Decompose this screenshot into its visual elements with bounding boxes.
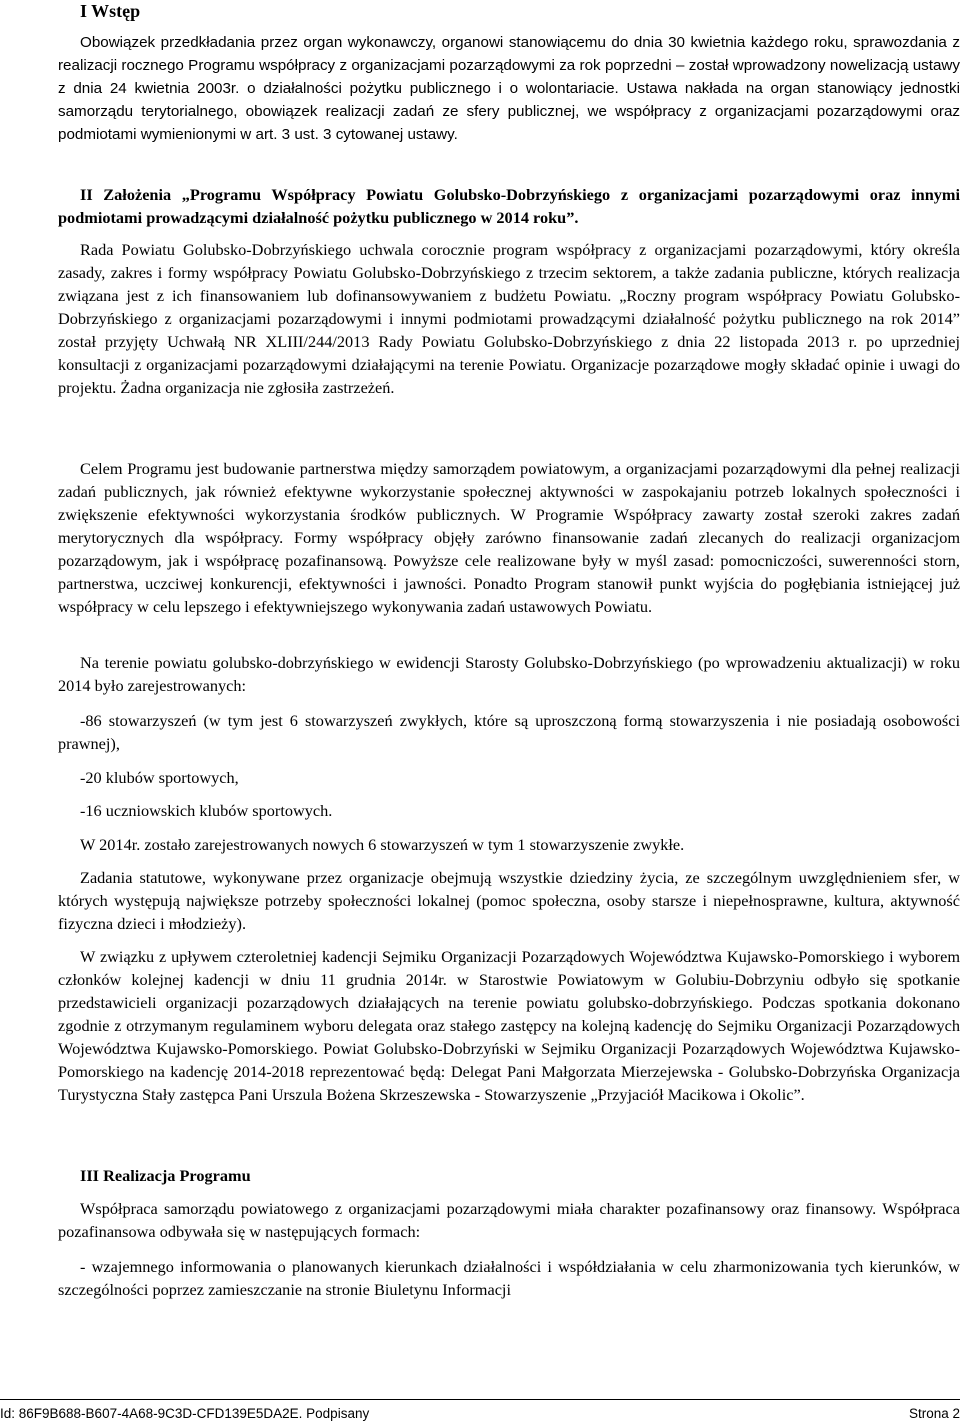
- list-item-associations: -86 stowarzyszeń (w tym jest 6 stowarzyszeń zwykłych, które są uproszczoną formą stowarzyszenia i nie posiadają osobowości prawnej),: [58, 711, 960, 753]
- paragraph-new-registrations: W 2014r. zostało zarejestrowanych nowych 6 stowarzyszeń w tym 1 stowarzyszenie zwykłe.: [80, 835, 685, 854]
- paragraph-program-adoption: Rada Powiatu Golubsko-Dobrzyńskiego uchwala corocznie program współpracy z organizacjami pozarządowymi, który określa zasady, zakres i formy współpracy Powiatu Golubsko-Dobrzyńskiego z trzecim sektorem, a także zadania publiczne, których realizacja związana jest z ich finansowaniem lub dofinansowywaniem z budżetu Powiatu. „Roczny program współpracy Powiatu Golubsko-Dobrzyńskiego z organizacjami pozarządowymi i innymi podmiotami prowadzącymi działalność pożytku publicznego na rok 2014” został przyjęty Uchwałą NR XLIII/244/2013 Rady Powiatu Golubsko-Dobrzyńskiego z dnia 22 listopada 2013 r. po uprzedniej konsultacji z organizacjami pozarządowymi działającymi na terenie Powiatu. Organizacje pozarządowe mogły składać opinie i uwagi do projektu. Żadna organizacja nie zgłosiła zastrzeżeń.: [58, 240, 960, 397]
- paragraph-regional-assembly: W związku z upływem czteroletniej kadencji Sejmiku Organizacji Pozarządowych Województwa Kujawsko-Pomorskiego i wyborem członków kolejnej kadencji w dniu 11 grudnia 2014r. w Starostwie Powiatowym w Golubiu-Dobrzyniu odbyło się spotkanie przedstawicieli organizacji pozarządowych działających na terenie powiatu golubsko-dobrzyńskiego. Podczas spotkania dokonano zgodnie z otrzymanym regulaminem wyboru delegata oraz stałego zastępcy na kolejną kadencję do Sejmiku Organizacji Pozarządowych Województwa Kujawsko-Pomorskiego. Powiat Golubsko-Dobrzyński w Sejmiku Organizacji Pozarządowych Województwa Kujawsko-Pomorskiego na kadencję 2014-2018 reprezentować będą: Delegat Pani Małgorzata Mierzejewska - Golubsko-Dobrzyńska Organizacja Turystyczna Stały zastępca Pani Urszula Bożena Skrzeszewska - Stowarzyszenie „Przyjaciół Macikowa i Okolic”.: [58, 947, 960, 1104]
- paragraph-cooperation-forms: Współpraca samorządu powiatowego z organizacjami pozarządowymi miała charakter pozafinansowy oraz finansowy. Współpraca pozafinansowa odbywała się w następujących formach:: [58, 1199, 960, 1241]
- paragraph-registry-intro: Na terenie powiatu golubsko-dobrzyńskiego w ewidencji Starosty Golubsko-Dobrzyńskiego (po wprowadzeniu aktualizacji) w roku 2014 było zarejestrowanych:: [58, 653, 960, 695]
- section-heading-intro: I Wstęp: [80, 1, 141, 21]
- paragraph-statutory-tasks: Zadania statutowe, wykonywane przez organizacje obejmują wszystkie dziedziny życia, ze szczególnym uwzględnieniem sfer, w których występują największe potrzeby społeczności lokalnej (pomoc społeczna, osoby starsze i niepełnosprawne, kultura, aktywność fizyczna dzieci i młodzieży).: [58, 868, 960, 933]
- paragraph-intro: Obowiązek przedkładania przez organ wykonawczy, organowi stanowiącemu do dnia 30 kwietnia każdego roku, sprawozdania z realizacji rocznego Programu współpracy z organizacjami pozarządowymi za rok poprzedni – został wprowadzony nowelizacją ustawy z dnia 24 kwietnia 2003r. o działalności pożytku publicznego i o wolontariacie. Ustawa nakłada na organ stanowiący jednostki samorządu terytorialnego, obowiązek realizacji zadań ze sfery publicznej, we współpracy z organizacjami pozarządowymi oraz podmiotami wymienionymi w art. 3 ust. 3 cytowanej ustawy.: [58, 34, 960, 143]
- paragraph-program-goals: Celem Programu jest budowanie partnerstwa między samorządem powiatowym, a organizacjami pozarządowymi dla pełnej realizacji zadań publicznych, jak również efektywne wykorzystanie społecznej aktywności w zaspokajaniu potrzeb lokalnych społeczności i zwiększenie efektywności wykorzystania środków publicznych. W Programie Współpracy zawarty został szeroki zakres zadań merytorycznych dla współpracy. Formy współpracy objęły zarówno finansowanie zadań zlecanych do realizacji organizacjom pozarządowym, jak i współpracę pozafinansową. Powyższe cele realizowane były w myśl zasad: pomocniczości, suwerenności storn, partnerstwa, uczciwej konkurencji, efektywności i jawności. Ponadto Program stanowił punkt wyjścia do pogłębiania istniejącej już współpracy w celu lepszego i efektywniejszego wykonywania zadań ustawowych Powiatu.: [58, 459, 960, 616]
- section-heading-assumptions: II Założenia „Programu Współpracy Powiatu Golubsko-Dobrzyńskiego z organizacjami pozarządowymi oraz innymi podmiotami prowadzącymi działalność pożytku publicznego w 2014 roku”.: [58, 185, 960, 227]
- footer-page-number: Strona 2: [908, 1406, 960, 1421]
- footer-document-id: Id: 86F9B688-B607-4A68-9C3D-CFD139E5DA2E. Podpisany: [0, 1406, 370, 1421]
- list-item-student-sports-clubs: -16 uczniowskich klubów sportowych.: [80, 801, 333, 820]
- footer-divider: [0, 1399, 960, 1400]
- section-heading-implementation: III Realizacja Programu: [80, 1166, 251, 1185]
- paragraph-mutual-information: - wzajemnego informowania o planowanych kierunkach działalności i współdziałania w celu zharmonizowania tych kierunków, w szczególności poprzez zamieszczanie na stronie Biuletynu Informacji: [58, 1257, 960, 1299]
- list-item-sports-clubs: -20 klubów sportowych,: [80, 768, 239, 787]
